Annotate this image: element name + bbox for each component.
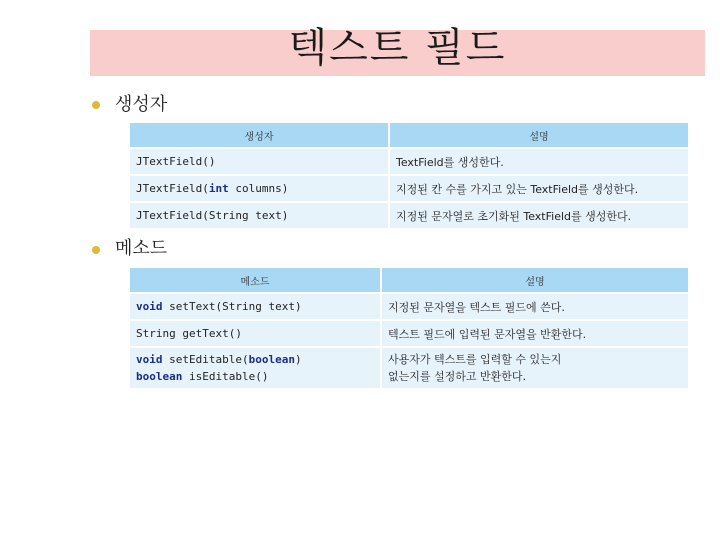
- column-header: 설명: [382, 268, 688, 292]
- keyword: boolean: [136, 370, 183, 383]
- method-description: 지정된 문자열을 텍스트 필드에 쓴다.: [382, 294, 688, 319]
- constructor-signature: JTextField(): [130, 149, 388, 174]
- keyword: boolean: [248, 353, 295, 366]
- constructor-description: TextField를 생성한다.: [390, 149, 688, 174]
- constructor-description: 지정된 칸 수를 가지고 있는 TextField를 생성한다.: [390, 176, 688, 201]
- table-row: [130, 176, 688, 201]
- table-row: [130, 203, 688, 228]
- table-row: [130, 321, 688, 346]
- method-description-cell: [382, 348, 688, 388]
- table-header-row: [130, 268, 688, 292]
- bullet-icon: [92, 101, 100, 109]
- constructors-table: [128, 121, 690, 230]
- method-signature: void setEditable(boolean): [136, 353, 302, 366]
- keyword: int: [208, 182, 229, 195]
- table-row: [130, 348, 688, 388]
- title-bar: [90, 25, 705, 76]
- constructor-signature: JTextField(String text): [130, 203, 388, 228]
- column-header: 생성자: [130, 123, 388, 147]
- page-title: 텍스트 필드: [288, 25, 507, 71]
- table-row: [130, 149, 688, 174]
- constructor-signature: JTextField(int columns): [130, 176, 388, 201]
- method-description: 사용자가 텍스트를 입력할 수 있는지: [388, 353, 562, 366]
- section-label-methods: 메소드: [115, 238, 168, 259]
- section-label-constructors: 생성자: [115, 94, 168, 115]
- method-signature: String getText(): [130, 321, 380, 346]
- method-signature-cell: [130, 348, 380, 388]
- constructor-description: 지정된 문자열로 초기화된 TextField를 생성한다.: [390, 203, 688, 228]
- table-header-row: [130, 123, 688, 147]
- bullet-icon: [92, 246, 100, 254]
- method-signature: void setText(String text): [130, 294, 380, 319]
- methods-table: [128, 266, 690, 390]
- column-header: 설명: [390, 123, 688, 147]
- method-signature: boolean isEditable(): [136, 370, 269, 383]
- keyword: void: [136, 353, 163, 366]
- keyword: void: [136, 300, 163, 313]
- column-header: 메소드: [130, 268, 380, 292]
- method-description: 텍스트 필드에 입력된 문자열을 반환한다.: [382, 321, 688, 346]
- method-description: 없는지를 설정하고 반환한다.: [388, 370, 527, 383]
- table-row: [130, 294, 688, 319]
